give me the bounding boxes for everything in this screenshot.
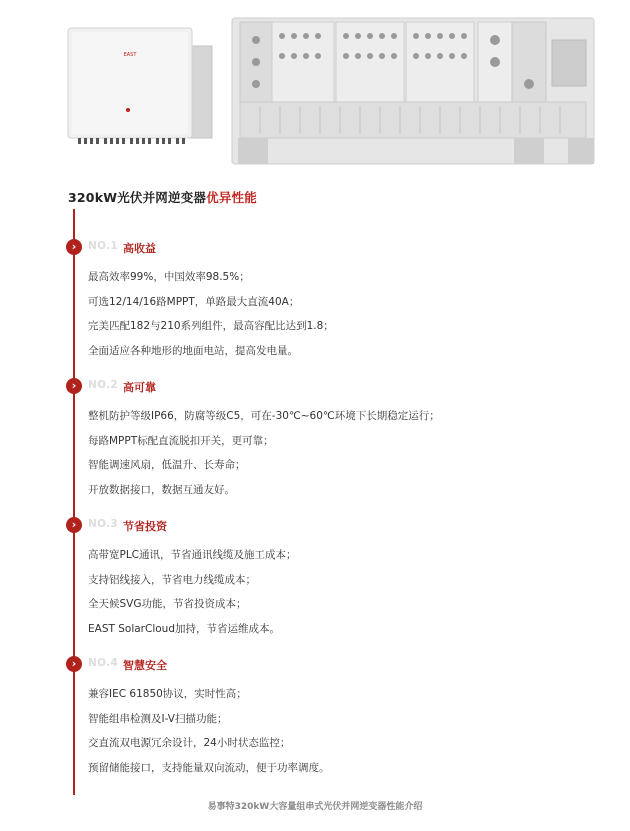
image-caption: 易事特320kW大容量组串式光伏并网逆变器性能介绍 <box>207 802 423 812</box>
feature-line: 支持铝线接入，节省电力线缆成本； <box>88 574 256 586</box>
product-image <box>0 0 630 175</box>
chevron-right-icon: › <box>66 656 82 672</box>
feature-line: 全天候SVG功能，节省投资成本； <box>88 598 247 610</box>
chevron-right-icon: › <box>66 378 82 394</box>
product-logo: EAST <box>123 52 137 58</box>
section-title: 节省投资 <box>123 520 167 533</box>
feature-line: 开放数据接口，数据互通友好。 <box>88 484 235 496</box>
feature-line: 最高效率99%，中国效率98.5%； <box>88 271 250 283</box>
inverter-front-view <box>68 28 212 144</box>
heading-highlight: 优异性能 <box>206 190 257 205</box>
section-number: NO.4 <box>88 657 118 669</box>
section-title: 高可靠 <box>123 381 156 394</box>
feature-line: 可选12/14/16路MPPT，单路最大直流40A； <box>88 296 300 308</box>
chevron-right-icon: › <box>66 239 82 255</box>
timeline-line <box>73 209 75 795</box>
feature-line: 智能组串检测及I-V扫描功能； <box>88 713 228 725</box>
section-title: 智慧安全 <box>123 659 167 672</box>
chevron-right-icon: › <box>66 517 82 533</box>
feature-line: EAST SolarCloud加持，节省运维成本。 <box>88 623 280 635</box>
feature-line: 完美匹配182与210系列组件，最高容配比达到1.8； <box>88 320 334 332</box>
feature-line: 高带宽PLC通讯，节省通讯线缆及施工成本； <box>88 549 297 561</box>
section-number: NO.1 <box>88 240 118 252</box>
section-heading <box>68 188 257 206</box>
feature-line: 智能调速风扇，低温升、长寿命； <box>88 459 246 471</box>
feature-line: 全面适应各种地形的地面电站，提高发电量。 <box>88 345 298 357</box>
feature-line: 兼容IEC 61850协议，实时性高； <box>88 688 247 700</box>
section-number: NO.3 <box>88 518 118 530</box>
feature-line: 每路MPPT标配直流脱扣开关，更可靠； <box>88 435 274 447</box>
feature-line: 预留储能接口，支持能量双向流动，便于功率调度。 <box>88 762 330 774</box>
feature-line: 整机防护等级IP66，防腐等级C5，可在-30℃~60℃环境下长期稳定运行； <box>88 410 440 422</box>
section-number: NO.2 <box>88 379 118 391</box>
feature-line: 交直流双电源冗余设计，24小时状态监控； <box>88 737 291 749</box>
section-title: 高收益 <box>123 242 156 255</box>
heading-prefix: 320kW光伏并网逆变器 <box>68 190 207 205</box>
inverter-wiring-view <box>232 18 594 164</box>
